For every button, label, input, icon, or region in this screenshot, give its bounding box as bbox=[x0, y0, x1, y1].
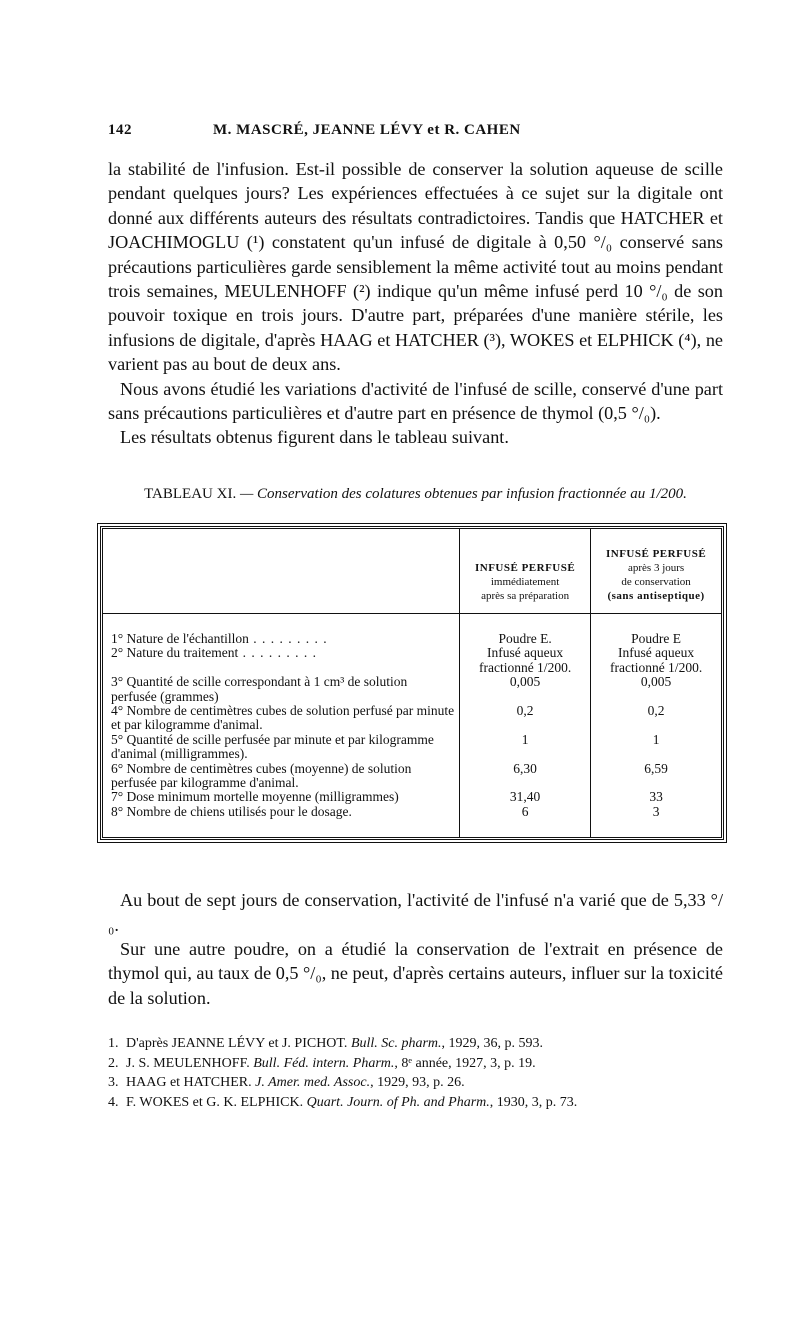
caption-title: TABLEAU XI. bbox=[144, 485, 237, 502]
row-value-immediate: 0,005 bbox=[460, 675, 591, 704]
row-label: 5° Quantité de scille perfusée par minute et par kilogramme d'animal (milligrammes). bbox=[111, 731, 434, 762]
row-value-after: 6,59 bbox=[591, 762, 721, 791]
paragraph-4: Au bout de sept jours de conservation, l'activité de l'infusé n'a varié que de 5,33 °/₀. bbox=[108, 890, 723, 935]
table-row bbox=[103, 704, 721, 733]
table-row bbox=[103, 646, 721, 675]
column-header-immediate: INFUSÉ PERFUSÉ immédiatement après sa préparation bbox=[460, 529, 591, 614]
row-value-immediate: 0,2 bbox=[460, 704, 591, 733]
row-label: 1° Nature de l'échantillon . . . bbox=[103, 613, 460, 646]
table-row bbox=[103, 790, 721, 804]
row-label: 7° Dose minimum mortelle moyenne (milligrammes) bbox=[111, 789, 399, 805]
row-value-immediate: 6,30 bbox=[460, 762, 591, 791]
table-row bbox=[103, 733, 721, 762]
row-value-immediate: Infusé aqueux fractionné 1/200. bbox=[460, 646, 591, 675]
table-row bbox=[103, 762, 721, 791]
paragraph-1: la stabilité de l'infusion. Est-il possible de conserver la solution aqueuse de scille pendant quelques jours? Les expériences effectuées à ce sujet sur la digitale ont donné aux différents auteurs des résultats contradictoires. Tandis que HATCHER et JOACHIMOGLU (¹) constatent qu'un infusé de digitale à 0,50 °/₀ conservé sans précautions particulières garde sensiblement la même activité tout au moins pendant trois semaines, MEULENHOFF (²) indique qu'un même infusé perd 10 °/₀ de son pouvoir toxique en trois jours. D'autre part, préparées d'une manière stérile, les infusions de digitale, d'après HAAG et HATCHER (³), WOKES et ELPHICK (⁴), ne varient pas au bout de deux ans. bbox=[108, 159, 723, 375]
row-value-after: 0,2 bbox=[591, 704, 721, 733]
intro-text bbox=[108, 157, 723, 450]
table-row bbox=[103, 805, 721, 837]
row-value-immediate: 1 bbox=[460, 733, 591, 762]
row-label: 2° Nature du traitement . . . bbox=[103, 646, 460, 675]
row-value-after: 3 bbox=[591, 805, 721, 837]
row-value-after: 0,005 bbox=[591, 675, 721, 704]
data-table-frame bbox=[100, 526, 724, 840]
column-header-after-3-days: INFUSÉ PERFUSÉ après 3 jours de conservation (sans antiseptique) bbox=[591, 529, 721, 614]
running-authors: M. MASCRÉ, JEANNE LÉVY et R. CAHEN bbox=[213, 122, 521, 138]
footnote: 2. J. S. MEULENHOFF. Bull. Féd. intern. Pharm., 8ᵉ année, 1927, 3, p. 19. bbox=[108, 1055, 536, 1071]
page-number: 142 bbox=[108, 122, 132, 138]
table-row bbox=[103, 675, 721, 704]
row-value-immediate: Poudre E. bbox=[460, 613, 591, 646]
row-label: 8° Nombre de chiens utilisés pour le dosage. bbox=[111, 803, 352, 819]
table-header-row bbox=[103, 529, 721, 614]
caption-text: — Conservation des colatures obtenues par infusion fractionnée au 1/200. bbox=[236, 485, 687, 502]
row-value-immediate: 31,40 bbox=[460, 790, 591, 804]
data-table bbox=[103, 529, 721, 837]
row-value-after: Poudre E bbox=[591, 613, 721, 646]
paragraph-3: Les résultats obtenus figurent dans le tableau suivant. bbox=[120, 427, 509, 448]
table-row bbox=[103, 613, 721, 646]
paragraph-5: Sur une autre poudre, on a étudié la conservation de l'extrait en présence de thymol qui, au taux de 0,5 °/₀, ne peut, d'après certains auteurs, influer sur la toxicité de la solution. bbox=[108, 938, 723, 1008]
row-value-after: 33 bbox=[591, 790, 721, 804]
running-header bbox=[108, 122, 723, 139]
closing-text bbox=[108, 888, 723, 1010]
paragraph-2: Nous avons étudié les variations d'activité de l'infusé de scille, conservé d'une part sans précautions particulières et d'autre part en présence de thymol (0,5 °/₀). bbox=[108, 378, 723, 424]
document-page bbox=[108, 122, 723, 1112]
footnote: 1. D'après JEANNE LÉVY et J. PICHOT. Bull. Sc. pharm., 1929, 36, p. 593. bbox=[108, 1036, 544, 1052]
header-blank-cell bbox=[103, 529, 460, 614]
row-label: 3° Quantité de scille correspondant à 1 cm³ de solution perfusée (grammes) bbox=[111, 674, 408, 704]
row-value-after: Infusé aqueux fractionné 1/200. bbox=[591, 646, 721, 675]
footnote: 3. HAAG et HATCHER. J. Amer. med. Assoc., 1929, 93, p. 26. bbox=[108, 1075, 465, 1091]
row-label: 6° Nombre de centimètres cubes (moyenne) de solution perfusée par kilogramme d'animal. bbox=[111, 760, 412, 790]
footnote: 4. F. WOKES et G. K. ELPHICK. Quart. Journ. of Ph. and Pharm., 1930, 3, p. 73. bbox=[108, 1094, 578, 1110]
row-value-immediate: 6 bbox=[460, 805, 591, 837]
row-label: 4° Nombre de centimètres cubes de solution perfusé par minute et par kilogramme d'animal. bbox=[111, 702, 455, 733]
footnotes bbox=[108, 1034, 723, 1112]
row-value-after: 1 bbox=[591, 733, 721, 762]
table-caption bbox=[108, 484, 723, 504]
